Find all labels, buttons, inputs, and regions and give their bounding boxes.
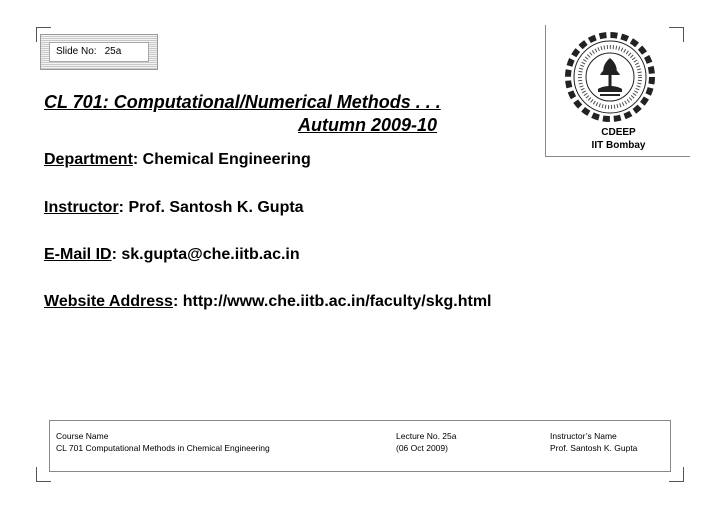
slide-number-label xyxy=(49,42,149,62)
corner-bottom-right xyxy=(669,467,684,482)
email-value: : sk.gupta@che.iitb.ac.in xyxy=(111,246,300,263)
iit-bombay-logo-icon xyxy=(564,31,656,123)
footer-course-column xyxy=(56,430,270,454)
footer-instructor-header: Instructor’s Name xyxy=(550,431,617,441)
footer-lecture-header: Lecture No. 25a xyxy=(396,431,457,441)
instructor-value: : Prof. Santosh K. Gupta xyxy=(118,199,304,216)
department-value: : Chemical Engineering xyxy=(132,151,311,168)
course-title: CL 701: Computational/Numerical Methods . . . xyxy=(44,92,441,112)
footer-course-value: CL 701 Computational Methods in Chemical Engineering xyxy=(56,443,270,453)
slide-number-value: 25a xyxy=(104,46,122,57)
website-value: : http://www.che.iitb.ac.in/faculty/skg.html xyxy=(172,293,492,310)
logo-caption-cdeep: CDEEP xyxy=(601,127,636,138)
website-label: Website Address xyxy=(44,293,173,310)
instructor-line xyxy=(44,199,304,217)
email-label: E-Mail ID xyxy=(44,246,112,263)
semester-title: Autumn 2009-10 xyxy=(298,115,438,135)
footer-course-header: Course Name xyxy=(56,431,109,441)
slide-number-caption: Slide No: xyxy=(56,46,97,57)
institute-logo-box xyxy=(545,25,690,157)
footer-instructor-column xyxy=(550,430,637,454)
footer-lecture-value: (06 Oct 2009) xyxy=(396,443,448,453)
website-line xyxy=(44,293,491,311)
department-label: Department xyxy=(44,151,133,168)
footer-lecture-column xyxy=(396,430,456,454)
email-line xyxy=(44,246,300,264)
department-line xyxy=(44,151,311,169)
footer-instructor-value: Prof. Santosh K. Gupta xyxy=(550,443,638,453)
lecture-footer xyxy=(49,420,671,472)
instructor-label: Instructor xyxy=(44,199,119,216)
logo-caption-institute: IIT Bombay xyxy=(591,140,646,151)
slide-number-box xyxy=(40,34,158,70)
